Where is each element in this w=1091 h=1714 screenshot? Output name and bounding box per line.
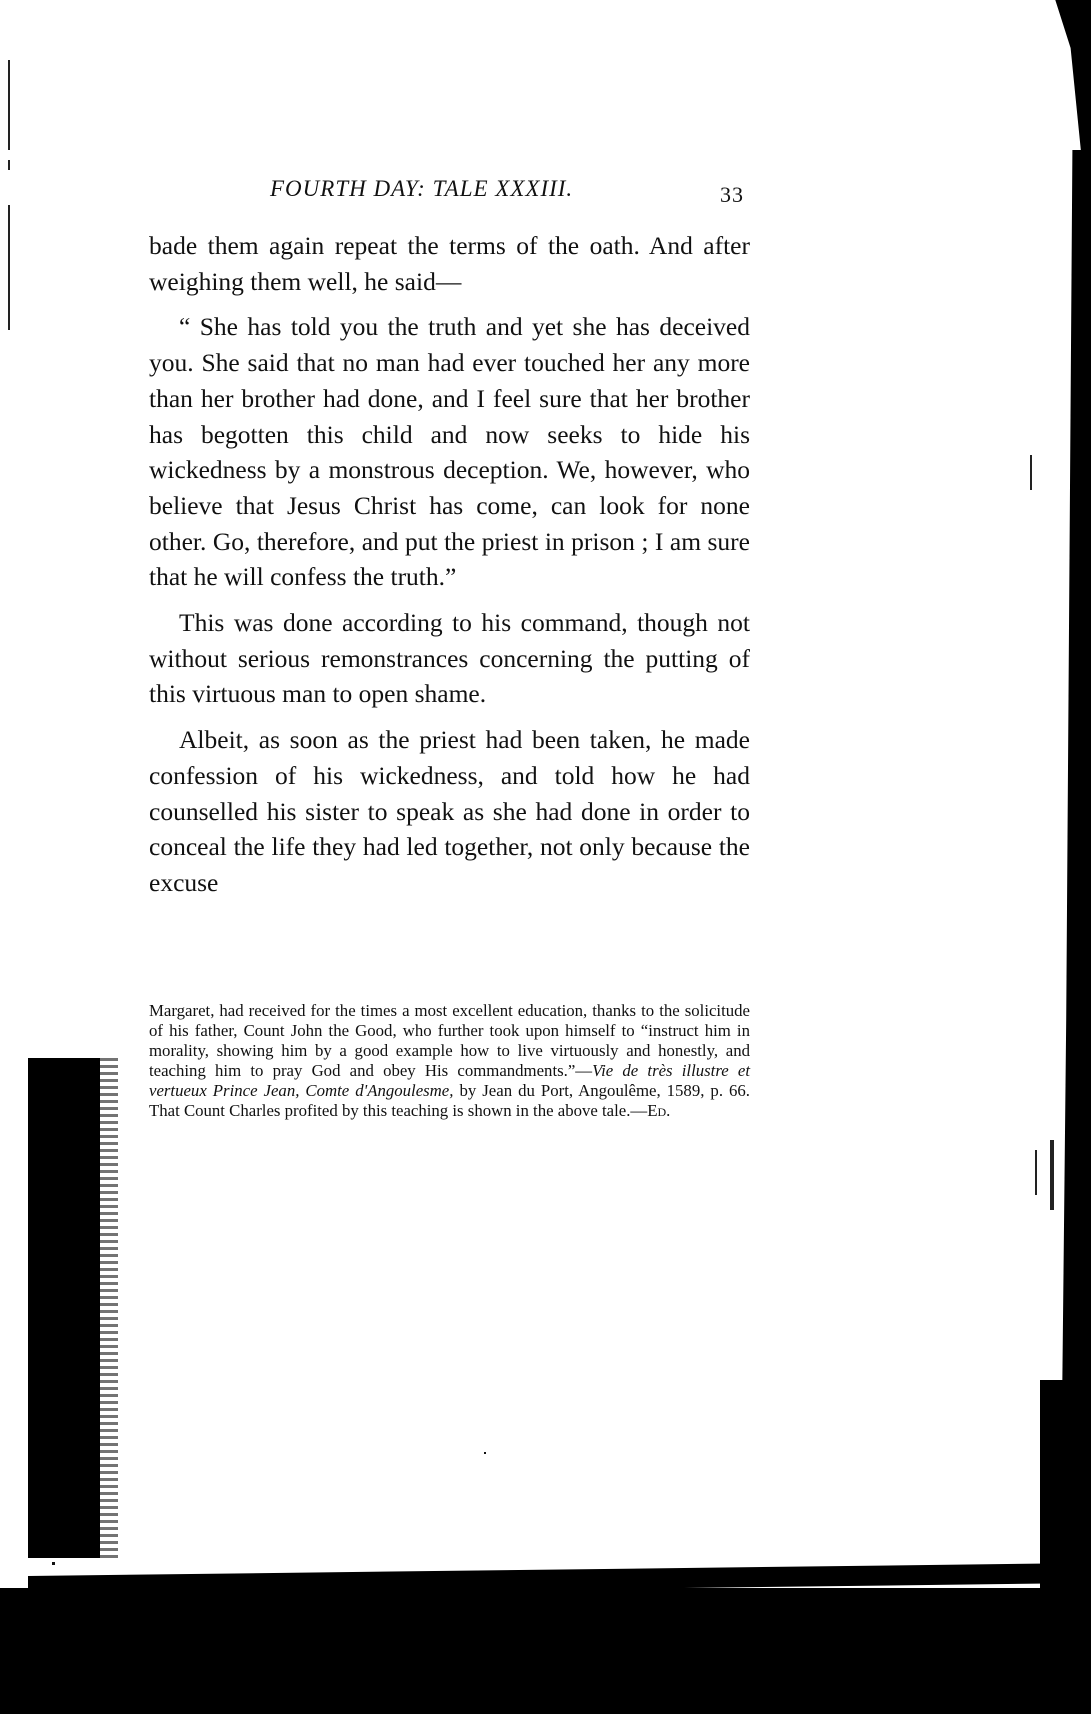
scan-speck: [484, 1452, 486, 1454]
main-text: [149, 228, 750, 911]
scan-line: [1035, 1150, 1037, 1195]
scan-edge-left: [28, 1058, 100, 1558]
running-head: [150, 176, 750, 216]
paragraph-2: “ She has told you the truth and yet she has deceived you. She said that no man had ever touched her any more than her brother had done, and I feel sure that her brother has begotten this child and now seeks to hide his wickedness by a monstrous deception. We, however, who believe that Jesus Christ has come, can look for none other. Go, therefore, and put the priest in prison ; I am sure that he will confess the truth.”: [149, 312, 750, 592]
running-head-title: FOURTH DAY: TALE XXXIII.: [270, 176, 574, 201]
scan-edge-left-fray: [96, 1058, 118, 1558]
scan-line: [8, 205, 10, 330]
scan-edge-bottom: [0, 1588, 1091, 1714]
paragraph-3: This was done according to his command, though not without serious remonstrances concerning the putting of this virtuous man to open shame.: [149, 608, 750, 709]
scan-line: [8, 60, 10, 150]
scan-line: [1050, 1140, 1054, 1210]
scan-line: [8, 160, 10, 170]
page-number: 33: [720, 182, 744, 207]
paragraph-1: bade them again repeat the terms of the oath. And after weighing them well, he said—: [149, 231, 750, 296]
footnote-text-2: by Jean du Port, Angoulême, 1589, p. 66. That Count Charles profited by this teaching is shown in the above tale.—: [149, 1081, 751, 1120]
scan-line: [1030, 455, 1032, 490]
footnote-source-title: Vie de très illustre et vertueux Prince Jean, Comte d'Angoulesme,: [149, 1061, 750, 1100]
scan-speck: [52, 1562, 55, 1565]
footnote-paragraph: [149, 1001, 750, 1121]
footnote-text-1: Margaret, had received for the times a most excellent education, thanks to the solicitude of his father, Count John the Good, who further took upon himself to “instruct him in morality, showing him by a good example how to live virtuously and honestly, and teaching him to pray God and obey His commandments.”—: [149, 1001, 750, 1080]
footnote-editor: Ed.: [647, 1101, 671, 1120]
paragraph-4: Albeit, as soon as the priest had been taken, he made confession of his wickedness, and told how he had counselled his sister to speak as she had done in order to conceal the life they had led together, not only because the excuse: [149, 725, 750, 897]
scan-edge-right-top: [1040, 0, 1091, 160]
footnote: [149, 1001, 750, 1121]
